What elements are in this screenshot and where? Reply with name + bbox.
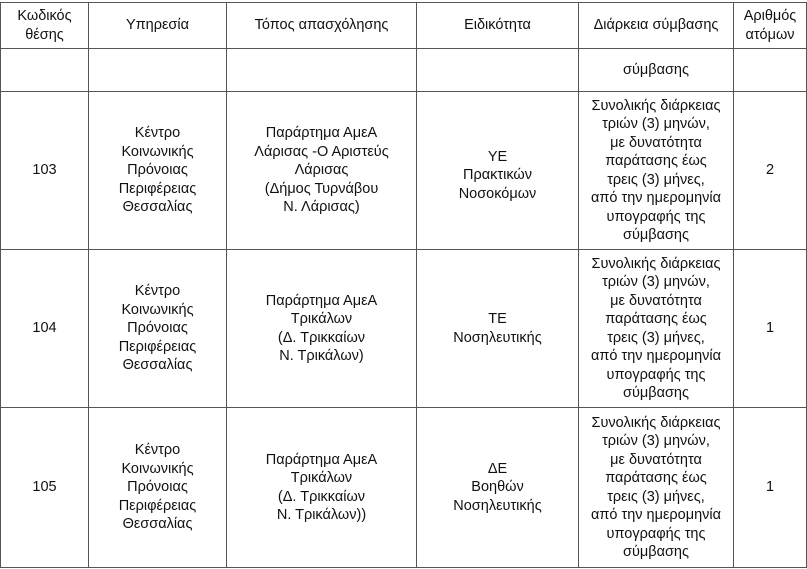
code-cell: 104: [1, 250, 89, 408]
count-cell: 1: [734, 250, 807, 408]
table-header-row: [1, 3, 807, 49]
cont-duration: σύμβασης: [579, 49, 734, 92]
count-cell: 1: [734, 408, 807, 568]
header-specialty: Ειδικότητα: [417, 3, 579, 49]
specialty-cell: ΔΕ Βοηθών Νοσηλευτικής: [417, 408, 579, 568]
location-cell: Παράρτημα ΑμεΑ Λάρισας -Ο Αριστεύς Λάρισας (Δήμος Τυρνάβου Ν. Λάρισας): [227, 92, 417, 250]
specialty-cell: ΥΕ Πρακτικών Νοσοκόμων: [417, 92, 579, 250]
service-cell: Κέντρο Κοινωνικής Πρόνοιας Περιφέρειας Θεσσαλίας: [89, 408, 227, 568]
continuation-row: [1, 49, 807, 92]
header-service: Υπηρεσία: [89, 3, 227, 49]
table-row: [1, 250, 807, 408]
duration-cell: Συνολικής διάρκειας τριών (3) μηνών, με δυνατότητα παράτασης έως τρεις (3) μήνες, από την ημερομηνία υπογραφής της σύμβασης: [579, 250, 734, 408]
code-cell: 103: [1, 92, 89, 250]
cont-code: [1, 49, 89, 92]
location-cell: Παράρτημα ΑμεΑ Τρικάλων (Δ. Τρικκαίων Ν. Τρικάλων)): [227, 408, 417, 568]
table-row: [1, 408, 807, 568]
specialty-cell: ΤΕ Νοσηλευτικής: [417, 250, 579, 408]
count-cell: 2: [734, 92, 807, 250]
cont-specialty: [417, 49, 579, 92]
header-count: Αριθμός ατόμων: [734, 3, 807, 49]
service-cell: Κέντρο Κοινωνικής Πρόνοιας Περιφέρειας Θεσσαλίας: [89, 250, 227, 408]
duration-cell: Συνολικής διάρκειας τριών (3) μηνών, με δυνατότητα παράτασης έως τρεις (3) μήνες, από την ημερομηνία υπογραφής της σύμβασης: [579, 408, 734, 568]
cont-location: [227, 49, 417, 92]
code-cell: 105: [1, 408, 89, 568]
header-code: Κωδικός θέσης: [1, 3, 89, 49]
header-location: Τόπος απασχόλησης: [227, 3, 417, 49]
table-row: [1, 92, 807, 250]
service-cell: Κέντρο Κοινωνικής Πρόνοιας Περιφέρειας Θεσσαλίας: [89, 92, 227, 250]
header-duration: Διάρκεια σύμβασης: [579, 3, 734, 49]
cont-service: [89, 49, 227, 92]
positions-table: [0, 2, 807, 568]
duration-cell: Συνολικής διάρκειας τριών (3) μηνών, με δυνατότητα παράτασης έως τρεις (3) μήνες, από την ημερομηνία υπογραφής της σύμβασης: [579, 92, 734, 250]
cont-count: [734, 49, 807, 92]
location-cell: Παράρτημα ΑμεΑ Τρικάλων (Δ. Τρικκαίων Ν. Τρικάλων): [227, 250, 417, 408]
